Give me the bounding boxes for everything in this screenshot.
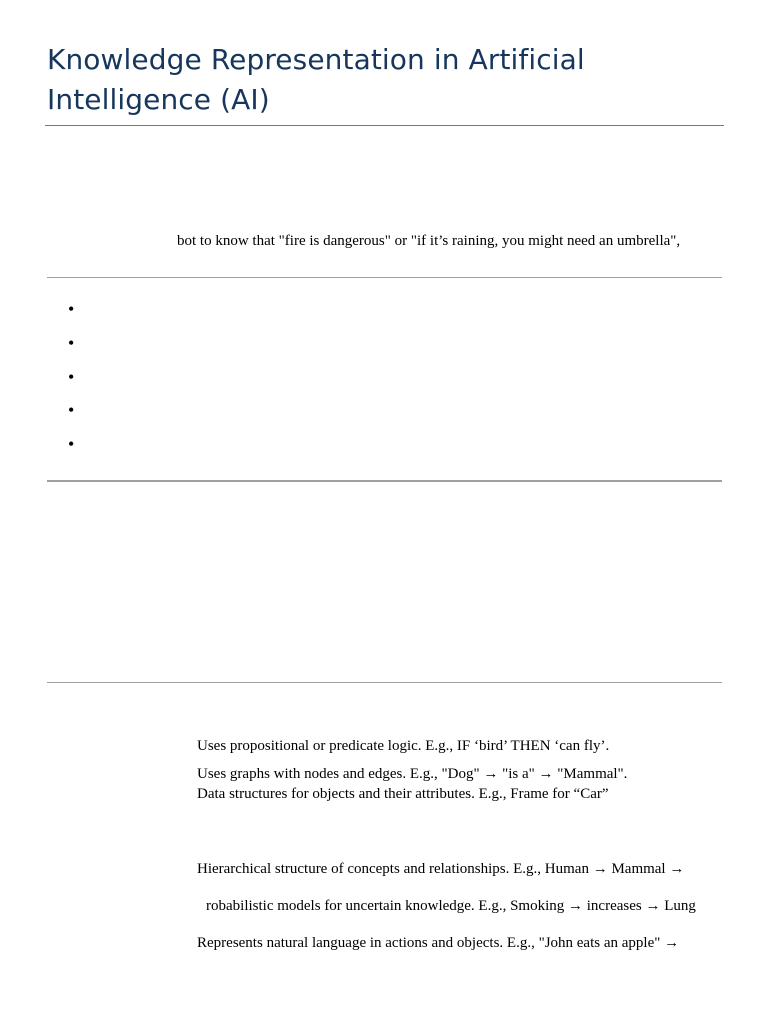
page-title: Knowledge Representation in Artificial Intelligence (AI) xyxy=(47,43,585,116)
technique-conceptual-dependency: Represents natural language in actions and objects. E.g., "John eats an apple" → xyxy=(197,935,680,951)
bullet-marker: • xyxy=(68,333,75,353)
bullet-marker: • xyxy=(68,367,75,387)
section-divider xyxy=(47,277,722,278)
bullet-marker: • xyxy=(68,299,75,319)
bullet-marker: • xyxy=(68,400,75,420)
section-divider xyxy=(47,682,722,683)
bullet-marker: • xyxy=(68,434,75,454)
technique-semantic-network: Uses graphs with nodes and edges. E.g., "Dog" → "is a" → "Mammal". xyxy=(197,766,628,782)
technique-frames: Data structures for objects and their attributes. E.g., Frame for “Car” xyxy=(197,786,609,802)
section-divider xyxy=(47,480,722,482)
technique-ontology: Hierarchical structure of concepts and relationships. E.g., Human → Mammal → xyxy=(197,861,685,877)
technique-logic: Uses propositional or predicate logic. E.g., IF ‘bird’ THEN ‘can fly’. xyxy=(197,738,610,754)
technique-bayesian: robabilistic models for uncertain knowledge. E.g., Smoking → increases → Lung xyxy=(206,898,696,914)
intro-text: bot to know that "fire is dangerous" or "if it’s raining, you might need an umbrella", xyxy=(177,233,681,249)
title-underline xyxy=(45,125,724,126)
